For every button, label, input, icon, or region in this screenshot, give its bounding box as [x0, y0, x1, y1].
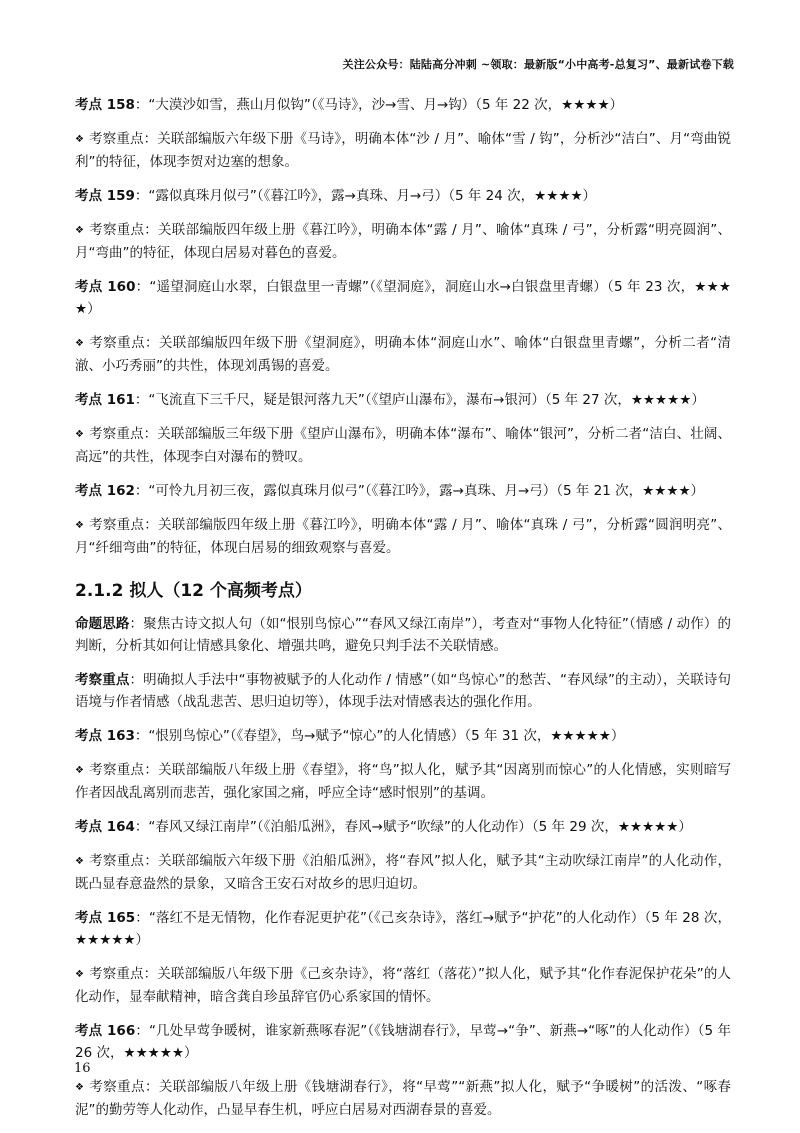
exam-point	[75, 907, 731, 951]
exam-point-item	[75, 725, 731, 804]
exam-point-text: ：“落红不是无情物，化作春泥更护花”（《己亥杂诗》，落红→赋予“护花”的人化动作）（5 年 28 次，★★★★★）	[75, 910, 731, 948]
exam-point	[75, 1020, 731, 1064]
section-approach-label: 命题思路	[75, 616, 130, 632]
section-title: 2.1.2 拟人（12 个高频考点）	[75, 581, 312, 601]
exam-point-label: 考点 160	[75, 279, 136, 295]
exam-point-item	[75, 480, 731, 559]
section-focus-text: ：明确拟人手法中“事物被赋予的人化动作 / 情感”（如“鸟惊心”的愁苦、“春风绿”的主动），关联诗句语境与作者情感（战乱悲苦、思归迫切等），体现手法对情感表达的强化作用。	[75, 672, 731, 710]
exam-focus-label: 考察重点	[88, 1079, 145, 1095]
exam-focus-label: 考察重点	[88, 131, 144, 147]
exam-point-label: 考点 158	[75, 97, 135, 113]
exam-focus-label: 考察重点	[88, 426, 144, 442]
exam-point	[75, 389, 731, 411]
exam-point-label: 考点 163	[75, 728, 135, 744]
exam-focus-label: 考察重点	[88, 966, 144, 982]
exam-point-label: 考点 164	[75, 819, 135, 835]
exam-point-item	[75, 907, 731, 1008]
diamond-bullet-icon: ❖	[75, 969, 84, 980]
exam-point-text: ：“大漠沙如雪，燕山月似钩”（《马诗》，沙→雪、月→钩）（5 年 22 次，★★★★）	[134, 97, 624, 113]
page-number: 16	[74, 1061, 91, 1076]
exam-point	[75, 94, 731, 116]
exam-focus-note	[75, 332, 731, 377]
exam-focus-text: ：关联部编版八年级上册《钱塘湖春行》，将“早莺”“新燕”拟人化，赋予“争暖树”的活泼、“啄春泥”的勤劳等人化动作，凸显早春生机，呼应白居易对西湖春景的喜爱。	[75, 1079, 732, 1118]
exam-point-text: ：“遥望洞庭山水翠，白银盘里一青螺”（《望洞庭》，洞庭山水→白银盘里青螺）（5 年 23 次，★★★★）	[75, 279, 731, 317]
exam-point-item	[75, 94, 731, 173]
exam-focus-text: ：关联部编版六年级下册《泊船瓜洲》，将“春风”拟人化，赋予其“主动吹绿江南岸”的人化动作，既凸显春意盎然的景象，又暗含王安石对故乡的思归迫切。	[75, 853, 731, 892]
section-focus	[75, 669, 731, 713]
exam-point	[75, 276, 731, 320]
diamond-bullet-icon: ❖	[75, 225, 84, 236]
exam-focus-note	[75, 219, 731, 264]
exam-point-item	[75, 816, 731, 895]
exam-point	[75, 480, 731, 502]
exam-focus-note	[75, 850, 731, 895]
exam-focus-note	[75, 128, 731, 173]
exam-focus-label: 考察重点	[88, 853, 145, 869]
exam-focus-text: ：关联部编版八年级下册《己亥杂诗》，将“落红（落花）”拟人化，赋予其“化作春泥保护花朵”的人化动作，显奉献精神，暗含龚自珍虽辞官仍心系家国的情怀。	[75, 966, 731, 1005]
exam-focus-text: ：关联部编版四年级上册《暮江吟》，明确本体“露 / 月”、喻体“真珠 / 弓”，分析露“圆润明亮”、月“纤细弯曲”的特征，体现白居易的细致观察与喜爱。	[75, 517, 731, 556]
exam-point	[75, 185, 731, 207]
exam-point-item	[75, 185, 731, 264]
exam-point-text: ：“春风又绿江南岸”（《泊船瓜洲》，春风→赋予“吹绿”的人化动作）（5 年 29 次，★★★★★）	[134, 819, 692, 835]
exam-point	[75, 816, 731, 838]
section-approach	[75, 613, 731, 657]
exam-point	[75, 725, 731, 747]
exam-point-label: 考点 161	[75, 392, 135, 408]
diamond-bullet-icon: ❖	[75, 1082, 84, 1093]
exam-point-item	[75, 276, 731, 377]
section-approach-text: ：聚焦古诗文拟人句（如“恨别鸟惊心”“春风又绿江南岸”），考查对“事物人化特征”（情感 / 动作）的判断，分析其如何让情感具象化、增强共鸣，避免只判手法不关联情感。	[75, 616, 732, 654]
exam-focus-note	[75, 423, 731, 468]
exam-focus-note	[75, 514, 731, 559]
page-content	[75, 94, 731, 1133]
exam-focus-text: ：关联部编版四年级下册《望洞庭》，明确本体“洞庭山水”、喻体“白银盘里青螺”，分析二者“清澈、小巧秀丽”的共性，体现刘禹锡的喜爱。	[75, 335, 732, 374]
exam-focus-text: ：关联部编版三年级下册《望庐山瀑布》，明确本体“瀑布”、喻体“银河”，分析二者“洁白、壮阔、高远”的共性，体现李白对瀑布的赞叹。	[75, 426, 732, 465]
diamond-bullet-icon: ❖	[75, 520, 84, 531]
exam-focus-text: ：关联部编版四年级上册《暮江吟》，明确本体“露 / 月”、喻体“真珠 / 弓”，分析露“明亮圆润”、月“弯曲”的特征，体现白居易对暮色的喜爱。	[75, 222, 731, 261]
diamond-bullet-icon: ❖	[75, 429, 84, 440]
exam-focus-label: 考察重点	[88, 762, 145, 778]
exam-point-text: ：“恨别鸟惊心”（《春望》，鸟→赋予“惊心”的人化情感）（5 年 31 次，★★★★★）	[134, 728, 625, 744]
exam-focus-note	[75, 759, 731, 804]
exam-focus-label: 考察重点	[88, 222, 145, 238]
exam-point-text: ：“几处早莺争暖树，谁家新燕啄春泥”（《钱塘湖春行》，早莺→“争”、新燕→“啄”的人化动作）（5 年 26 次，★★★★★）	[75, 1023, 731, 1061]
exam-point-text: ：“可怜九月初三夜，露似真珠月似弓”（《暮江吟》，露→真珠、月→弓）（5 年 21 次，★★★★）	[134, 483, 705, 499]
diamond-bullet-icon: ❖	[75, 765, 84, 776]
exam-focus-text: ：关联部编版六年级下册《马诗》，明确本体“沙 / 月”、喻体“雪 / 钩”，分析沙“洁白”、月“弯曲锐利”的特征，体现李贺对边塞的想象。	[75, 131, 732, 170]
exam-focus-note	[75, 1076, 731, 1121]
page-header: 关注公众号：陆陆高分冲刺 ~领取：最新版“小中高考-总复习”、最新试卷下载	[342, 58, 734, 71]
exam-focus-label: 考察重点	[88, 517, 145, 533]
exam-point-label: 考点 162	[75, 483, 135, 499]
section-focus-label: 考察重点	[75, 672, 130, 688]
exam-point-text: ：“飞流直下三千尺，疑是银河落九天”（《望庐山瀑布》，瀑布→银河）（5 年 27 次，★★★★★）	[134, 392, 705, 408]
exam-focus-label: 考察重点	[88, 335, 145, 351]
exam-point-item	[75, 389, 731, 468]
exam-point-label: 考点 166	[75, 1023, 136, 1039]
exam-focus-text: ：关联部编版八年级上册《春望》，将“鸟”拟人化，赋予其“因离别而惊心”的人化情感，实则暗写作者因战乱离别而悲苦，强化家国之痛，呼应全诗“感时恨别”的基调。	[75, 762, 731, 801]
exam-focus-note	[75, 963, 731, 1008]
exam-point-text: ：“露似真珠月似弓”（《暮江吟》，露→真珠、月→弓）（5 年 24 次，★★★★）	[134, 188, 597, 204]
exam-point-label: 考点 159	[75, 188, 135, 204]
diamond-bullet-icon: ❖	[75, 338, 84, 349]
exam-point-item	[75, 1020, 731, 1121]
exam-point-label: 考点 165	[75, 910, 136, 926]
diamond-bullet-icon: ❖	[75, 856, 84, 867]
diamond-bullet-icon: ❖	[75, 134, 84, 145]
